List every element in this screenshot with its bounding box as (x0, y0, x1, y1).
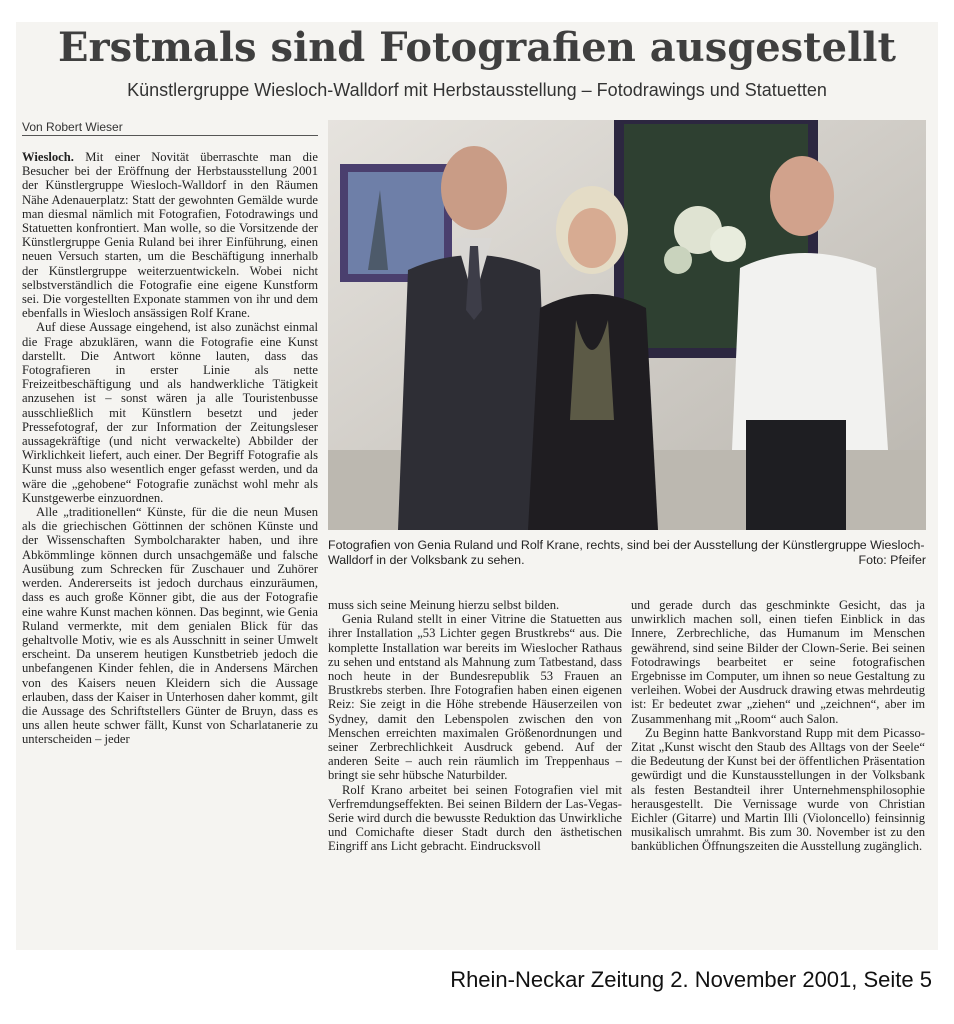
photo-caption-block (328, 538, 926, 568)
photo-credit: Foto: Pfeifer (858, 553, 926, 567)
article-column-2 (328, 598, 622, 946)
article-paragraph: Auf diese Aussage eingehend, ist also zunächst einmal die Frage abzuklären, wann die Fotografie eine Kunst darstellt. Die Antwort könne lauten, dass das Fotografieren in erster Linie als nette Freizeitbeschäftigung und als handwerkliche Tätigkeit anzusehen ist – sonst wären ja alle Touristenbusse ausschließlich mit Künstlern besetzt und jeder Pressefotograf, der zur Information der Zeitungsleser aussagekräftige (und nicht verwackelte) Abbilder der Wirklichkeit liefert, auch einer. Der Begriff Fotografie als Kunst muss also wesentlich enger gefasst werden, und da wäre die „gehobene“ Fotografie zunächst wohl mehr als Kunstgewerbe einzuordnen. (22, 320, 318, 505)
byline-divider (22, 135, 318, 136)
source-citation: Rhein-Neckar Zeitung 2. November 2001, Seite 5 (450, 967, 932, 992)
article-column-1 (22, 150, 318, 946)
exhibition-photo (328, 120, 926, 530)
article-paragraph (22, 150, 318, 320)
photo-illustration (328, 120, 926, 530)
article-paragraph: muss sich seine Meinung hierzu selbst bilden. (328, 598, 560, 612)
article-paragraph: Rolf Krano arbeitet bei seinen Fotografien viel mit Verfremdungseffekten. Bei seinen Bildern der Las-Vegas-Serie wird durch die bewusste Reduktion das Unwirkliche und Comichafte dieser Stadt durch den ästhetischen Eingriff ans Licht gebracht. Eindrucksvoll (328, 782, 622, 854)
article-paragraph: Zu Beginn hatte Bankvorstand Rupp mit dem Picasso-Zitat „Kunst wischt den Staub des Alltags von der Seele“ die Bedeutung der Kunst bei der öffentlichen Präsentation gewürdigt und die Kunstausstellungen in der Volksbank als festen Bestandteil ihrer Unternehmensphilosophie herausgestellt. Die Vernissage wurde von Christian Eichler (Gitarre) und Martin Illi (Violoncello) feinsinnig musikalisch umrahmt. Bis zum 30. November ist zu den banküblichen Öffnungszeiten die Ausstellung zugänglich. (631, 725, 925, 854)
dateline: Wiesloch. (22, 150, 74, 164)
article-byline: Von Robert Wieser (22, 120, 123, 134)
photo-caption: Fotografien von Genia Ruland und Rolf Krane, rechts, sind bei der Ausstellung der Künstlergruppe Wiesloch-Walldorf in der Volksbank zu sehen. (328, 538, 925, 567)
article-subheadline: Künstlergruppe Wiesloch-Walldorf mit Herbstausstellung – Fotodrawings und Statuetten (127, 80, 827, 100)
article-paragraph: Genia Ruland stellt in einer Vitrine die Statuetten aus ihrer Installation „53 Lichter gegen Brustkrebs“ aus. Die komplette Installation war bereits im Wieslocher Rathaus zu sehen und entstand als Mahnung zum Tatbestand, dass noch heute in der Bundesrepublik 53 Frauen an Brustkrebs sterben. Ihre Fotografien haben einen eigenen Reiz: Sie zeigt in die Höhe strebende Häuserzeilen von Sydney, damit den Lebenspolen zwischen den von Menschen erreichten maximalen Größenordnungen und seiner Zerbrechlichkeit Ausdruck gebend. Auf der anderen Seite – auch rein räumlich im Treppenhaus – bringt sie sehr hübsche Naturbilder. (328, 612, 622, 783)
article-column-3 (631, 598, 925, 946)
article-paragraph: und gerade durch das geschminkte Gesicht, das ja unwirklich machen soll, einen tiefen Einblick in das Innere, Zerbrechliche, das Humanum im Menschen gewährend, sind seine Bilder der Clown-Serie. Bei seinen Fotodrawings bearbeitet er seine fotografischen Ergebnisse im Computer, um ihnen so neue Gestaltung zu verleihen. Wobei der Ausdruck drawing etwas mehrdeutig ist: Er bedeutet zwar „ziehen“ und „zeichnen“, aber im Zusammenhang mit „Room“ auch Salon. (631, 598, 925, 726)
article-headline: Erstmals sind Fotografien ausgestellt (58, 24, 896, 71)
article-paragraph: Alle „traditionellen“ Künste, für die die neun Musen als die griechischen Göttinnen der schönen Künste und der Wissenschaften Symbolcharakter haben, und ihre Abkömmlinge können durch unsachgemäße und falsche Ausübung zum Schrecken für Zuschauer und Zuhörer werden. Andererseits ist jedoch durchaus einzuräumen, dass es auch große Könner gibt, die aus der Fotografie eine wahre Kunst machen können. Das beginnt, wie Genia Ruland vermerkte, mit dem genialen Blick für das gehaltvolle Motiv, wie es als Ausschnitt in seiner Umwelt erscheint. Da unserem heutigen Kunstbetrieb jedoch die unbefangenen Kinder fehlen, die in Andersens Märchen von des Kaisers neuen Kleidern sich die Aussage erlauben, dass der Kaiser in Unterhosen daher kommt, gilt die Aussage des Schriftstellers Günter de Bruyn, dass es uns allen heute schwer fällt, Kunst von Scharlatanerie zu unterscheiden – jeder (22, 505, 318, 747)
paragraph-text: Mit einer Novität überraschte man die Besucher bei der Eröffnung der Herbstausstellung 2001 der Künstlergruppe Wiesloch-Walldorf in den Räumen Nähe Adenauerplatz: Statt der gewohnten Gemälde wurde man diesmal nämlich mit Fotografien, Fotodrawings und Statuetten konfrontiert. Man wolle, so die Vorsitzende der Künstlergruppe Genia Ruland bei ihrer Einführung, einen neuen Versuch starten, um die Beschäftigung innerhalb der Künstlergruppe weiterzuentwickeln. Wobei nicht selbstverständlich die Fotografie eine eigene Kunstform sei. Die vorgestellten Exponate stammen von ihr und dem ebenfalls in Wiesloch ansässigen Rolf Krane. (22, 150, 318, 321)
